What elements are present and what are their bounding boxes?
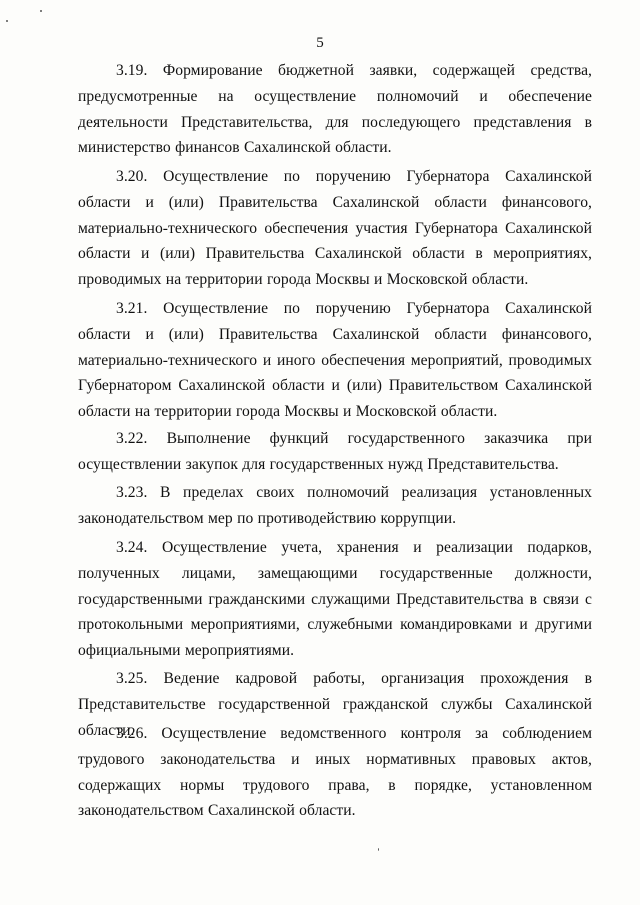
paragraph-3-23: 3.23. В пределах своих полномочий реализация установленных законодательством мер по противодействию коррупции. xyxy=(78,484,592,527)
scan-speck xyxy=(378,848,379,851)
page-number: 5 xyxy=(316,35,324,51)
scan-speck xyxy=(6,20,8,22)
paragraph-3-24: 3.24. Осуществление учета, хранения и реализации подарков, полученных лицами, замещающими государственные должности, государственными гражданскими служащими Представительства в связи с протокольными мероприятиями, служебными командировками и другими официальными мероприятиями. xyxy=(78,539,592,660)
paragraph-3-19: 3.19. Формирование бюджетной заявки, содержащей средства, предусмотренные на осуществление полномочий и обеспечение деятельности Представительства, для последующего представления в министерство финансов Сахалинской области. xyxy=(78,62,592,157)
paragraph-3-26: 3.26. Осуществление ведомственного контроля за соблюдением трудового законодательства и иных нормативных правовых актов, содержащих нормы трудового права, в порядке, установленном законодательством Сахалинской области. xyxy=(78,725,592,820)
scan-speck xyxy=(40,10,42,12)
paragraph-3-25: 3.25. Ведение кадровой работы, организация прохождения в Представительстве государственной гражданской службы Сахалинской области. xyxy=(78,670,592,739)
paragraph-3-20: 3.20. Осуществление по поручению Губернатора Сахалинской области и (или) Правительства Сахалинской области финансового, материально-технического обеспечения участия Губернатора Сахалинской области и (или) Правительства Сахалинской области в мероприятиях, проводимых на территории города Москвы и Московской области. xyxy=(78,168,592,289)
paragraph-3-21: 3.21. Осуществление по поручению Губернатора Сахалинской области и (или) Правительства Сахалинской области финансового, материально-технического и иного обеспечения мероприятий, проводимых Губернатором Сахалинской области и (или) Правительством Сахалинской области на территории города Москвы и Московской области. xyxy=(78,300,592,421)
paragraph-3-22: 3.22. Выполнение функций государственного заказчика при осуществлении закупок для государственных нужд Представительства. xyxy=(78,430,592,473)
